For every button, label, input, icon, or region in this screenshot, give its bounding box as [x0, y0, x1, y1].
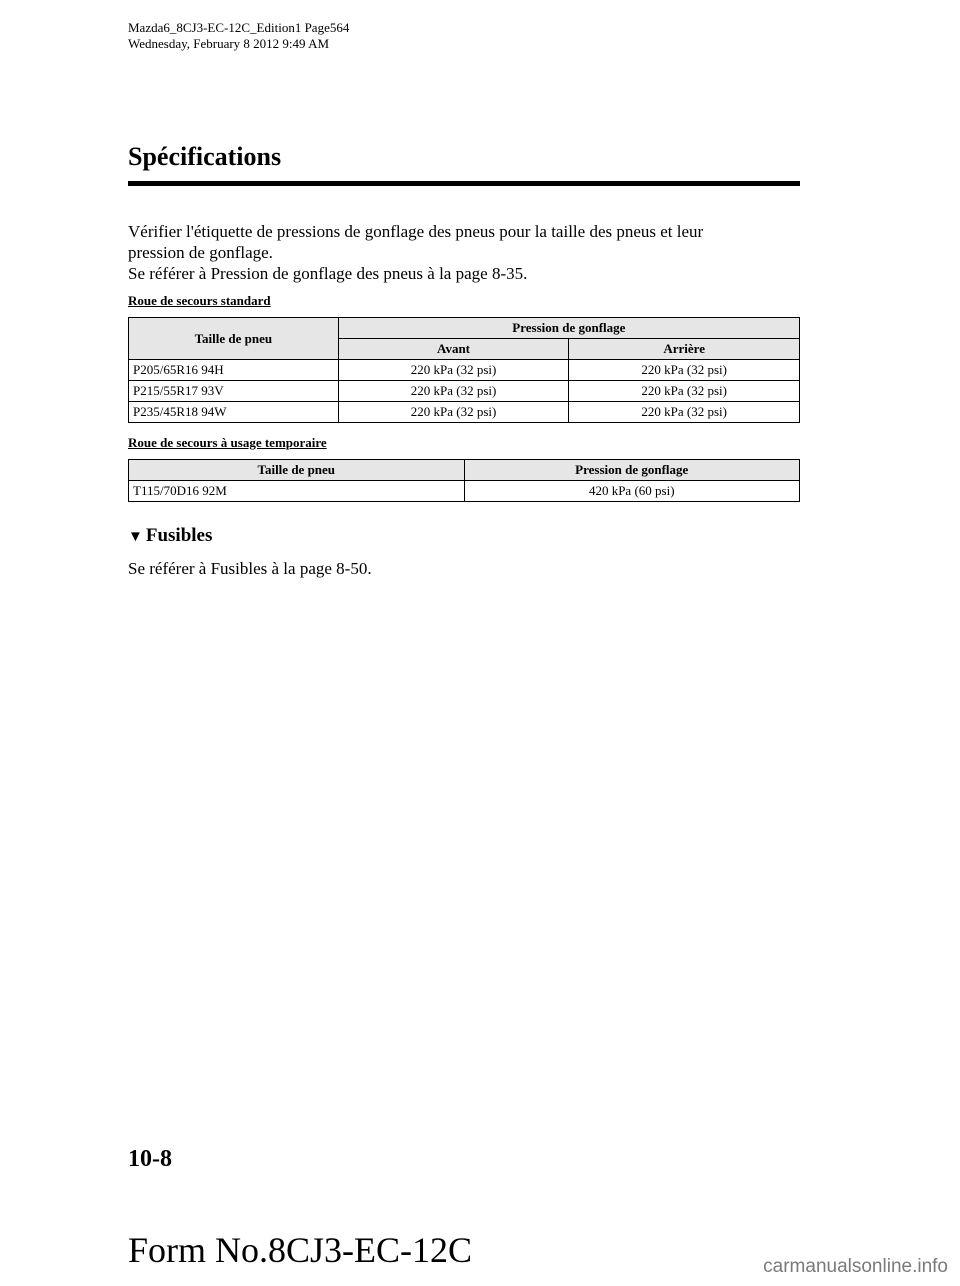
rear-pressure-cell: 220 kPa (32 psi) [569, 381, 800, 402]
intro-line-2: pression de gonflage. [128, 243, 273, 262]
print-header [128, 20, 349, 52]
front-pressure-cell: 220 kPa (32 psi) [338, 360, 569, 381]
standard-spare-caption: Roue de secours standard [128, 293, 271, 308]
col-inflation-pressure: Pression de gonflage [338, 318, 799, 339]
print-header-file: Mazda6_8CJ3-EC-12C_Edition1 Page564 [128, 20, 350, 35]
fuses-heading-text: Fusibles [145, 525, 213, 546]
temporary-spare-table [128, 459, 800, 502]
print-header-date: Wednesday, February 8 2012 9:49 AM [128, 36, 330, 51]
temporary-spare-caption: Roue de secours à usage temporaire [128, 435, 327, 450]
table-row [129, 381, 800, 402]
rear-pressure-cell: 220 kPa (32 psi) [569, 360, 800, 381]
col-tire-size: Taille de pneu [129, 318, 339, 360]
intro-line-3: Se référer à Pression de gonflage des pneus à la page 8-35. [128, 264, 528, 283]
fuses-reference: Se référer à Fusibles à la page 8-50. [128, 559, 372, 578]
rear-pressure-cell: 220 kPa (32 psi) [569, 402, 800, 423]
fuses-heading [128, 524, 212, 549]
triangle-down-icon: ▼ [128, 529, 143, 545]
title-rule [128, 181, 800, 186]
table-row [129, 360, 800, 381]
col-front: Avant [338, 339, 569, 360]
standard-spare-table [128, 317, 800, 423]
table-row [129, 481, 800, 502]
table-header-row [129, 460, 800, 481]
intro-paragraph [128, 221, 800, 284]
page-number: 10-8 [128, 1146, 172, 1172]
table-row [129, 402, 800, 423]
table-header-row [129, 318, 800, 339]
form-number: Form No.8CJ3-EC-12C [128, 1230, 473, 1270]
tire-size-cell: T115/70D16 92M [129, 481, 465, 502]
tire-size-cell: P215/55R17 93V [129, 381, 339, 402]
col-inflation-pressure: Pression de gonflage [464, 460, 799, 481]
site-watermark: carmanualsonline.info [763, 1256, 948, 1277]
col-tire-size: Taille de pneu [129, 460, 465, 481]
tire-size-cell: P235/45R18 94W [129, 402, 339, 423]
col-rear: Arrière [569, 339, 800, 360]
tire-size-cell: P205/65R16 94H [129, 360, 339, 381]
intro-line-1: Vérifier l'étiquette de pressions de gonflage des pneus pour la taille des pneus et leur [128, 222, 704, 241]
front-pressure-cell: 220 kPa (32 psi) [338, 402, 569, 423]
front-pressure-cell: 220 kPa (32 psi) [338, 381, 569, 402]
pressure-cell: 420 kPa (60 psi) [464, 481, 799, 502]
page-title: Spécifications [128, 142, 282, 171]
